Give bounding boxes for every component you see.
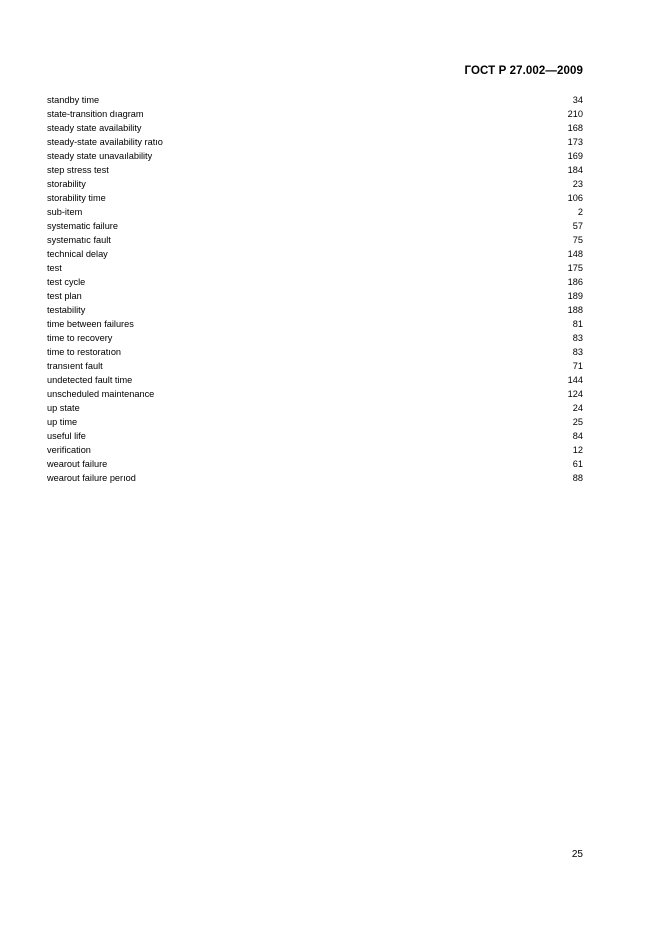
index-term: time between failures [47, 319, 134, 329]
index-row [47, 345, 583, 359]
index-row [47, 107, 583, 121]
index-term: steady-state availability ratıo [47, 137, 163, 147]
index-ref: 106 [567, 193, 583, 203]
index-row [47, 429, 583, 443]
index-term: steady state availability [47, 123, 142, 133]
index-row [47, 275, 583, 289]
index-ref: 210 [567, 109, 583, 119]
index-term: systematıc fault [47, 235, 111, 245]
index-ref: 2 [577, 207, 583, 217]
term-index-list [47, 93, 583, 485]
index-row [47, 163, 583, 177]
index-ref: 12 [572, 445, 583, 455]
index-row [47, 219, 583, 233]
index-term: time to recovery [47, 333, 113, 343]
index-row [47, 415, 583, 429]
index-ref: 88 [572, 473, 583, 483]
index-term: storability [47, 179, 86, 189]
index-row [47, 303, 583, 317]
page-number: 25 [571, 849, 583, 860]
index-term: up state [47, 403, 80, 413]
index-row [47, 149, 583, 163]
index-ref: 84 [572, 431, 583, 441]
index-row [47, 93, 583, 107]
index-ref: 61 [572, 459, 583, 469]
index-term: state-transition dıagram [47, 109, 144, 119]
index-term: transıent fault [47, 361, 103, 371]
index-row [47, 471, 583, 485]
index-row [47, 177, 583, 191]
index-term: storability time [47, 193, 106, 203]
index-ref: 168 [567, 123, 583, 133]
index-term: testability [47, 305, 86, 315]
index-row [47, 191, 583, 205]
index-ref: 83 [572, 347, 583, 357]
index-row [47, 121, 583, 135]
index-row [47, 317, 583, 331]
index-ref: 186 [567, 277, 583, 287]
index-ref: 184 [567, 165, 583, 175]
index-ref: 75 [572, 235, 583, 245]
index-ref: 173 [567, 137, 583, 147]
index-term: wearout failure perıod [47, 473, 136, 483]
standard-code-header: ГОСТ Р 27.002—2009 [464, 65, 583, 77]
index-term: test plan [47, 291, 82, 301]
index-ref: 189 [567, 291, 583, 301]
index-term: unscheduled maintenance [47, 389, 155, 399]
index-ref: 24 [572, 403, 583, 413]
index-ref: 23 [572, 179, 583, 189]
index-row [47, 401, 583, 415]
index-row [47, 205, 583, 219]
index-ref: 71 [572, 361, 583, 371]
index-ref: 25 [572, 417, 583, 427]
index-term: steady state unavaılability [47, 151, 153, 161]
index-row [47, 261, 583, 275]
index-row [47, 289, 583, 303]
index-ref: 188 [567, 305, 583, 315]
index-ref: 175 [567, 263, 583, 273]
index-row [47, 457, 583, 471]
index-term: time to restoratıon [47, 347, 122, 357]
index-term: undetected fault time [47, 375, 133, 385]
index-ref: 83 [572, 333, 583, 343]
index-row [47, 135, 583, 149]
index-ref: 144 [567, 375, 583, 385]
index-row [47, 247, 583, 261]
index-row [47, 387, 583, 401]
index-term: verification [47, 445, 91, 455]
index-row [47, 443, 583, 457]
index-row [47, 233, 583, 247]
index-term: wearout failure [47, 459, 108, 469]
index-row [47, 373, 583, 387]
index-term: technical delay [47, 249, 108, 259]
index-ref: 148 [567, 249, 583, 259]
index-term: test cycle [47, 277, 86, 287]
index-ref: 81 [572, 319, 583, 329]
index-ref: 34 [572, 95, 583, 105]
index-term: test [47, 263, 62, 273]
index-row [47, 359, 583, 373]
index-term: up time [47, 417, 78, 427]
index-ref: 124 [567, 389, 583, 399]
index-row [47, 331, 583, 345]
index-term: sub-item [47, 207, 83, 217]
index-term: standby time [47, 95, 100, 105]
index-ref: 169 [567, 151, 583, 161]
index-term: systematic failure [47, 221, 118, 231]
index-term: useful life [47, 431, 86, 441]
index-term: step stress test [47, 165, 109, 175]
index-ref: 57 [572, 221, 583, 231]
